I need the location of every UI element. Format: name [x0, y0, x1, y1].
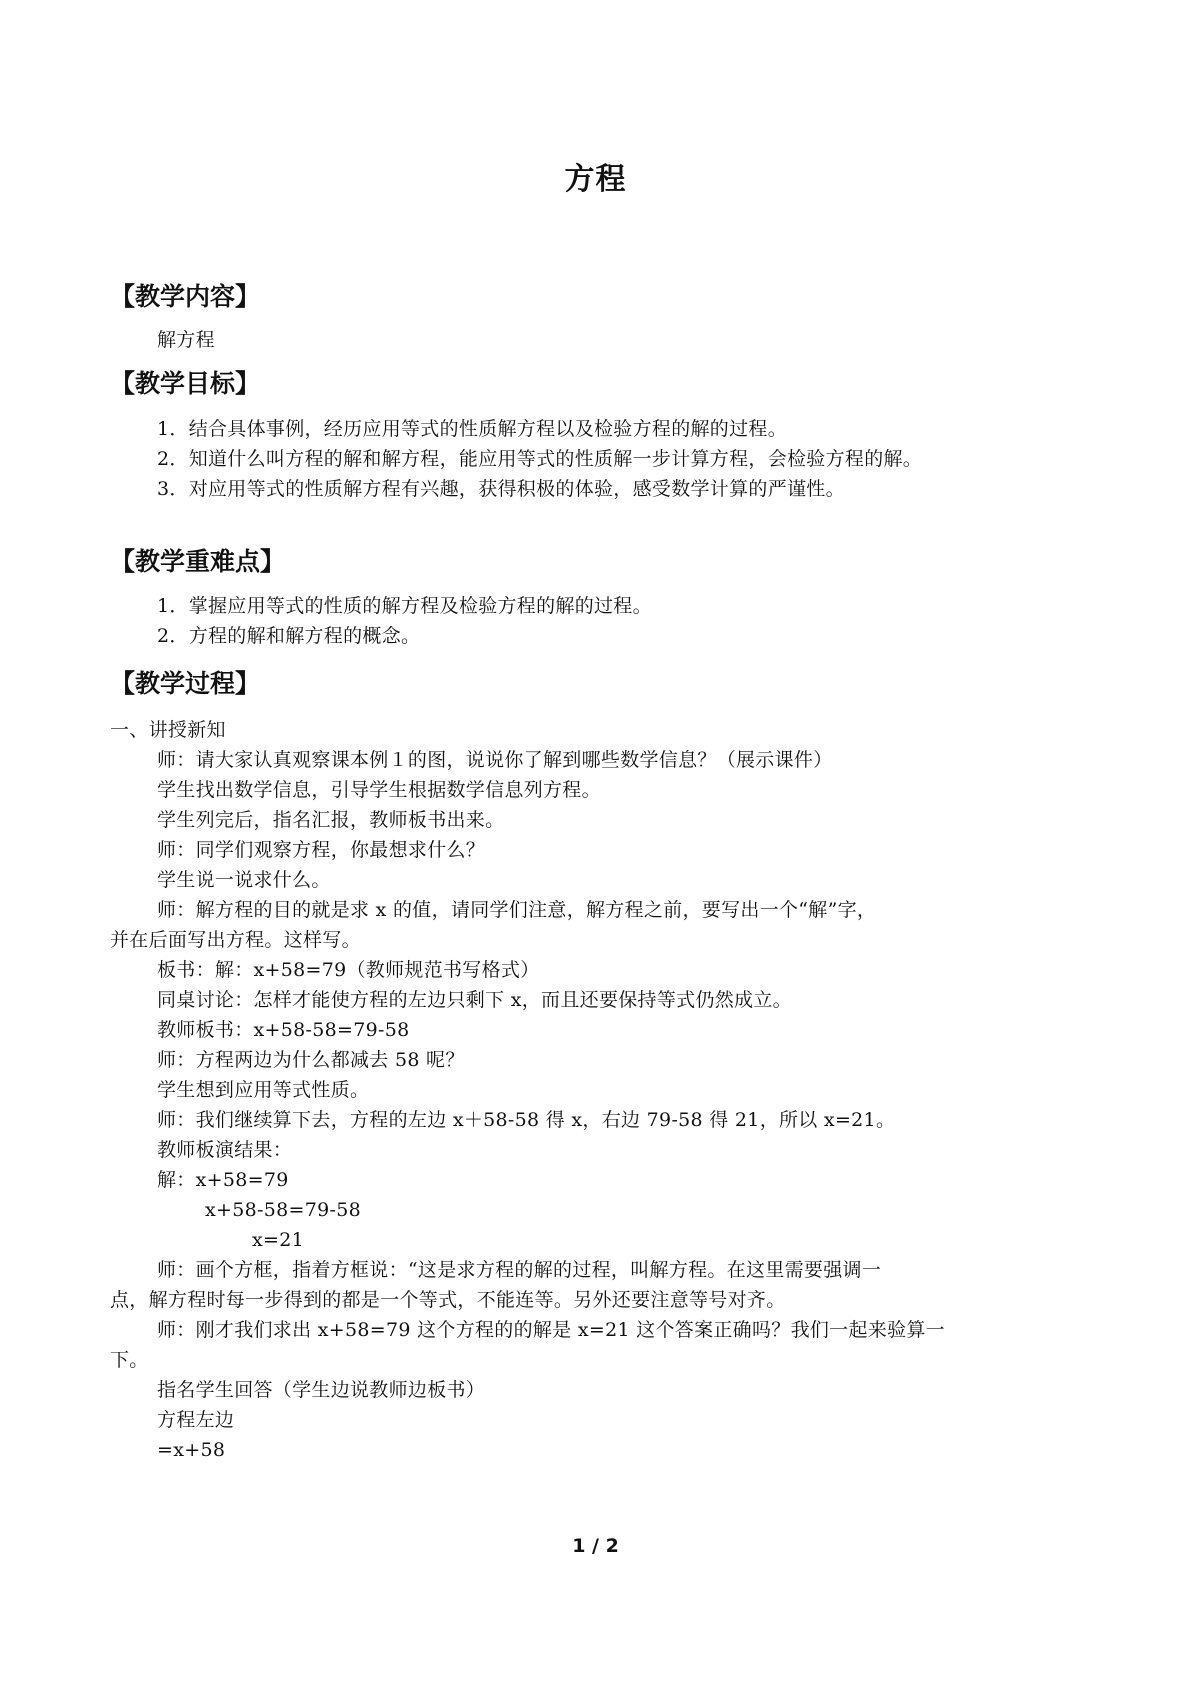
process-line-continuation: 下。 — [110, 1349, 149, 1371]
process-line: 教师板演结果： — [157, 1139, 293, 1161]
process-line: 教师板书：x+58-58=79-58 — [157, 1019, 410, 1041]
section-heading-process: 【教学过程】 — [110, 669, 261, 698]
process-line-continuation: 点，解方程时每一步得到的都是一个等式，不能连等。另外还要注意等号对齐。 — [110, 1289, 786, 1311]
process-line-continuation: 并在后面写出方程。这样写。 — [110, 929, 361, 951]
process-line: 方程左边 — [157, 1409, 235, 1431]
process-line: 同桌讨论：怎样才能使方程的左边只剩下 x，而且还要保持等式仍然成立。 — [157, 989, 792, 1011]
process-line: 指名学生回答（学生边说教师边板书） — [157, 1379, 486, 1401]
process-line: 师：刚才我们求出 x+58=79 这个方程的的解是 x=21 这个答案正确吗？我们一起来验算一 — [157, 1319, 945, 1341]
goal-item-3: 3．对应用等式的性质解方程有兴趣，获得积极的体验，感受数学计算的严谨性。 — [157, 478, 845, 500]
section-heading-key-points: 【教学重难点】 — [110, 547, 286, 576]
process-line: 师：我们继续算下去，方程的左边 x＋58-58 得 x，右边 79-58 得 21，所以 x=21。 — [157, 1109, 896, 1131]
process-line: 师：请大家认真观察课本例１的图，说说你了解到哪些数学信息？（展示课件） — [157, 749, 833, 771]
process-line: 师：方程两边为什么都减去 58 呢？ — [157, 1049, 465, 1071]
process-line: 师：同学们观察方程，你最想求什么？ — [157, 839, 486, 861]
process-line: 学生说一说求什么。 — [157, 869, 331, 891]
process-line: 师：画个方框，指着方框说：“这是求方程的解的过程，叫解方程。在这里需要强调一 — [157, 1259, 882, 1281]
process-line: 学生想到应用等式性质。 — [157, 1079, 370, 1101]
process-line: 师：解方程的目的就是求 x 的值，请同学们注意，解方程之前，要写出一个“解”字， — [157, 899, 877, 921]
process-line: =x+58 — [157, 1439, 226, 1461]
goal-item-2: 2．知道什么叫方程的解和解方程，能应用等式的性质解一步计算方程，会检验方程的解。 — [157, 448, 923, 470]
section-heading-content: 【教学内容】 — [110, 282, 261, 311]
section-heading-goals: 【教学目标】 — [110, 369, 261, 398]
goal-item-1: 1．结合具体事例，经历应用等式的性质解方程以及检验方程的解的过程。 — [157, 418, 787, 440]
process-line: 板书：解：x+58=79（教师规范书写格式） — [157, 959, 540, 981]
key-point-item-2: 2．方程的解和解方程的概念。 — [157, 625, 421, 647]
content-text: 解方程 — [157, 329, 215, 351]
page-indicator: 1 / 2 — [572, 1535, 619, 1557]
equation-step-1: 解：x+58=79 — [157, 1169, 289, 1191]
equation-step-3: x=21 — [252, 1229, 305, 1251]
process-line: 学生找出数学信息，引导学生根据数学信息列方程。 — [157, 779, 601, 801]
key-point-item-1: 1．掌握应用等式的性质的解方程及检验方程的解的过程。 — [157, 595, 652, 617]
equation-step-2: x+58-58=79-58 — [205, 1199, 362, 1221]
document-title: 方程 — [564, 162, 627, 197]
process-subheading: 一、讲授新知 — [110, 719, 226, 741]
process-line: 学生列完后，指名汇报，教师板书出来。 — [157, 809, 505, 831]
